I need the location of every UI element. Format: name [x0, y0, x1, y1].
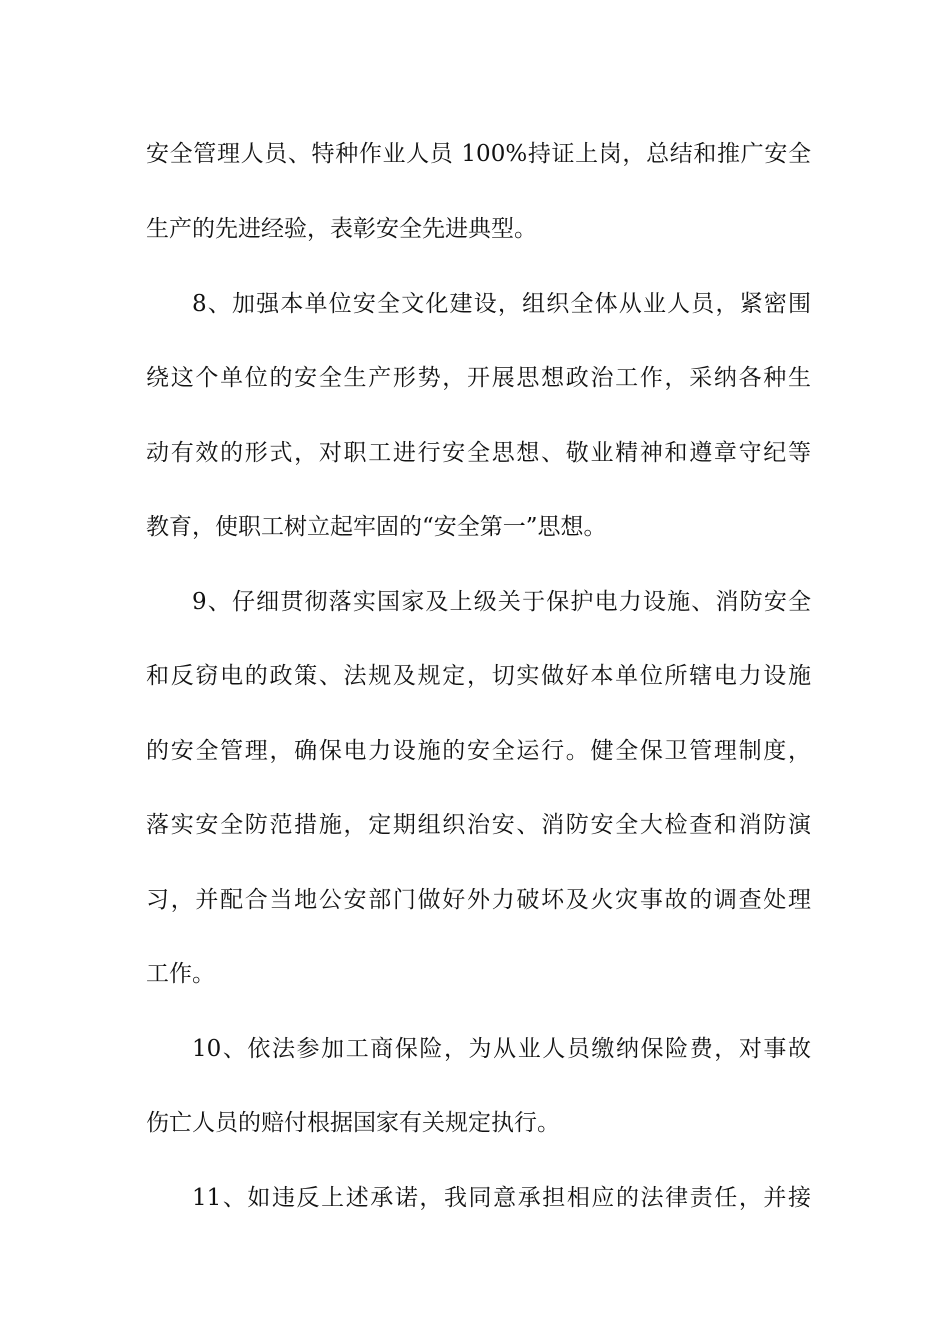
text-line: 的安全管理，确保电力设施的安全运行。健全保卫管理制度，: [146, 738, 811, 764]
text-line: 习，并配合当地公安部门做好外力破坏及火灾事故的调查处理: [146, 887, 811, 913]
text-line: 安全管理人员、特种作业人员 100%持证上岗，总结和推广安全: [146, 141, 811, 167]
text-line: 绕这个单位的安全生产形势，开展思想政治工作，采纳各种生: [146, 365, 811, 391]
text-line: 教育，使职工树立起牢固的“安全第一”思想。: [146, 514, 607, 540]
paragraph-11-first-line: 11、如违反上述承诺，我同意承担相应的法律责任，并接: [192, 1185, 811, 1211]
paragraph-10-first-line: 10、依法参加工商保险，为从业人员缴纳保险费，对事故: [192, 1036, 811, 1062]
paragraph-8-first-line: 8、加强本单位安全文化建设，组织全体从业人员，紧密围: [192, 291, 811, 317]
text-line: 工作。: [146, 961, 215, 987]
text-line: 生产的先进经验，表彰安全先进典型。: [146, 216, 537, 242]
paragraph-9-first-line: 9、仔细贯彻落实国家及上级关于保护电力设施、消防安全: [192, 589, 811, 615]
text-line: 落实安全防范措施，定期组织治安、消防安全大检查和消防演: [146, 812, 811, 838]
text-line: 和反窃电的政策、法规及规定，切实做好本单位所辖电力设施: [146, 663, 811, 689]
text-line: 动有效的形式，对职工进行安全思想、敬业精神和遵章守纪等: [146, 440, 811, 466]
text-line: 伤亡人员的赔付根据国家有关规定执行。: [146, 1110, 560, 1136]
